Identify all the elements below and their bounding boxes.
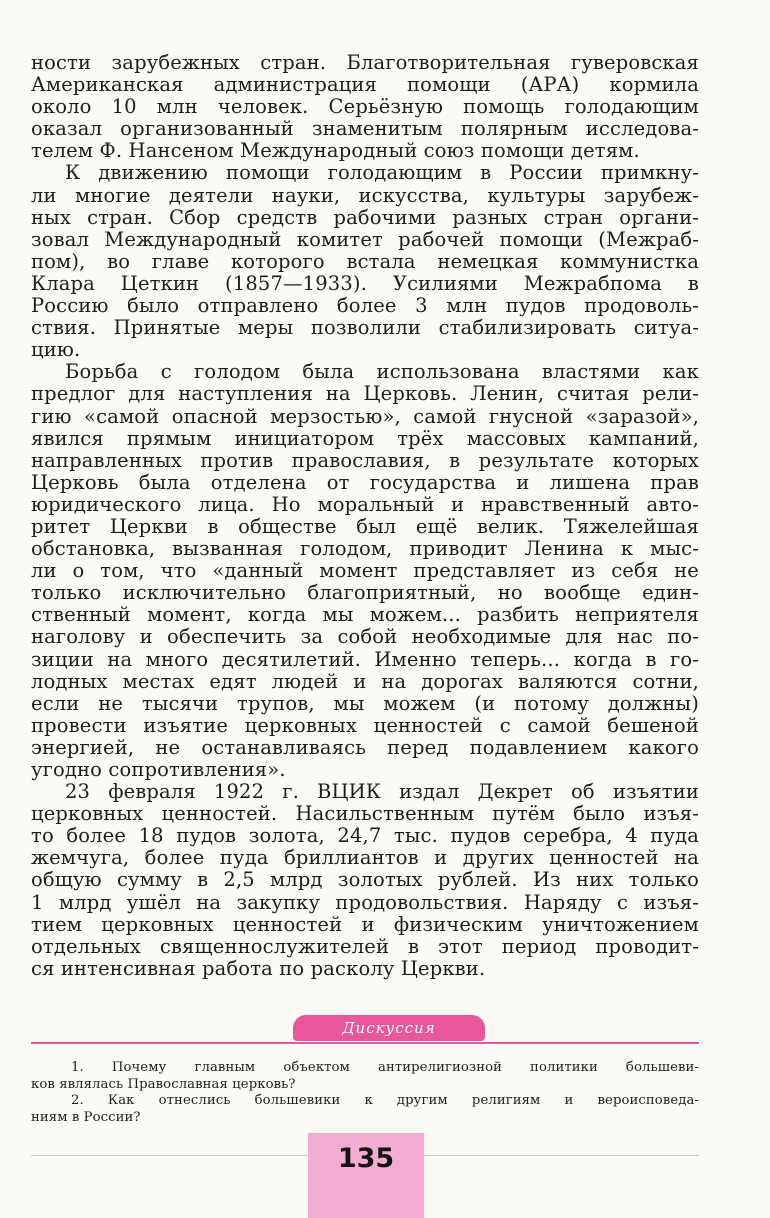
page-number-tab <box>308 1133 424 1218</box>
text-line: Борьба с голодом была использована властями как <box>65 360 699 384</box>
question-line: 2. Как отнеслись большевики к другим религиям и вероисповеда- <box>71 1093 699 1108</box>
text-line: юридического лица. Но моральный и нравственный авто- <box>31 492 699 516</box>
text-line: около 10 млн человек. Серьёзную помощь голодающим <box>31 95 699 119</box>
text-line: Церковь была отделена от государства и лишена прав <box>31 470 699 494</box>
text-line: тием церковных ценностей и физическим уничтожением <box>31 912 699 936</box>
page-number: 135 <box>337 1143 395 1174</box>
text-line: обстановка, вызванная голодом, приводит Ленина к мыс- <box>31 537 699 561</box>
text-line: ся интенсивная работа по расколу Церкви. <box>31 956 486 980</box>
text-line: общую сумму в 2,5 млрд золотых рублей. Из них только <box>31 868 699 892</box>
text-line: К движению помощи голодающим в России примкну- <box>65 161 699 185</box>
text-line: жемчуга, более пуда бриллиантов и других ценностей на <box>31 846 699 870</box>
text-line: если не тысячи трупов, мы можем (и потому должны) <box>31 691 699 715</box>
text-line: лодных местах едят людей и на дорогах валяются сотни, <box>31 669 699 693</box>
text-line: церковных ценностей. Насильственным путём было изъя- <box>31 802 699 826</box>
text-line: отдельных священнослужителей в этот период проводит- <box>31 934 699 958</box>
text-line: только исключительно благоприятный, но вообще един- <box>31 581 699 605</box>
discussion-divider <box>31 1042 699 1044</box>
main-text <box>31 52 699 980</box>
text-line: то более 18 пудов золота, 24,7 тыс. пудов серебра, 4 пуда <box>31 824 699 848</box>
discussion-questions <box>31 1060 699 1126</box>
text-line: явился прямым инициатором трёх массовых кампаний, <box>31 426 699 450</box>
text-line: зовал Международный комитет рабочей помощи (Межраб- <box>31 227 699 251</box>
question-line: 1. Почему главным объектом антирелигиозной политики большеви- <box>71 1060 699 1075</box>
text-line: Россию было отправлено более 3 млн пудов продоволь- <box>31 294 699 318</box>
text-line: наголову и обеспечить за собой необходимые для нас по- <box>31 625 699 649</box>
text-line: 23 февраля 1922 г. ВЦИК издал Декрет об изъятии <box>65 780 699 804</box>
discussion-header <box>31 1014 699 1044</box>
text-line: Клара Цеткин (1857—1933). Усилиями Межрабпома в <box>31 271 699 295</box>
text-line: ных стран. Сбор средств рабочими разных стран органи- <box>31 205 699 229</box>
text-line: провести изъятие церковных ценностей с самой бешеной <box>31 713 699 737</box>
text-line: ности зарубежных стран. Благотворительная гуверовская <box>31 51 699 74</box>
text-line: телем Ф. Нансеном Международный союз помощи детям. <box>31 139 640 163</box>
text-line: энергией, не останавливаясь перед подавлением какого <box>31 735 699 759</box>
text-line: 1 млрд ушёл на закупку продовольствия. Наряду с изъя- <box>31 890 699 914</box>
text-line: ствия. Принятые меры позволили стабилизировать ситуа- <box>31 316 699 340</box>
text-line: ли многие деятели науки, искусства, культуры зарубеж- <box>31 183 699 207</box>
discussion-label: Дискуссия <box>293 1015 485 1041</box>
text-line: ли о том, что «данный момент представляет из себя не <box>31 559 699 583</box>
text-line: гию «самой опасной мерзостью», самой гнусной «заразой», <box>31 404 699 428</box>
text-line: ственный момент, когда мы можем... разбить неприятеля <box>31 603 699 627</box>
text-line: ритет Церкви в обществе был ещё велик. Тяжелейшая <box>31 514 699 538</box>
text-line: угодно сопротивления». <box>31 758 286 781</box>
text-line: Американская администрация помощи (АРА) кормила <box>31 73 699 97</box>
question-line: ниям в России? <box>31 1109 141 1125</box>
text-line: предлог для наступления на Церковь. Ленин, считая рели- <box>31 382 699 406</box>
text-line: зиции на много десятилетий. Именно теперь... когда в го- <box>31 647 699 671</box>
text-line: оказал организованный знаменитым полярным исследова- <box>31 117 699 141</box>
question-line: ков являлась Православная церковь? <box>31 1076 296 1092</box>
text-line: цию. <box>31 338 81 362</box>
text-line: направленных против православия, в результате которых <box>31 448 699 472</box>
text-line: пом), во главе которого встала немецкая коммунистка <box>31 249 699 273</box>
